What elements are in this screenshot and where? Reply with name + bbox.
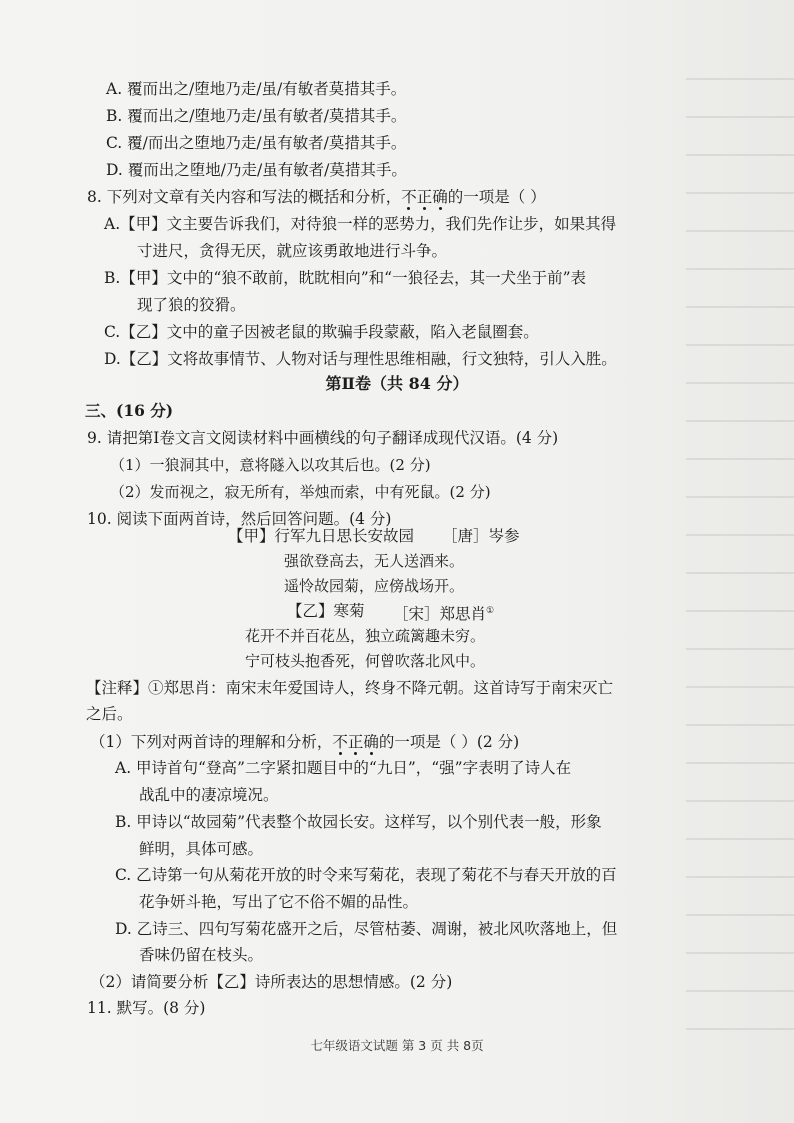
poem2-line-2: 宁可枝头抱香死，何曾吹落北风中。	[245, 652, 486, 670]
poem1-title: 【甲】行军九日思长安故园	[228, 527, 415, 545]
q11-stem: 11. 默写。(8 分)	[87, 999, 206, 1017]
poem2-author	[393, 600, 494, 625]
emphasis-char: 确	[363, 733, 379, 751]
q7-option-b: B. 覆而出之/堕地乃走/虽有敏者/莫措其手。	[106, 107, 407, 125]
poem2-line-1: 花开不并百花丛，独立疏篱趣未穷。	[245, 627, 486, 645]
q8-stem-text: 8. 下列对文章有关内容和写法的概括和分析，	[87, 188, 402, 206]
q8-option-c: C.【乙】文中的童子因被老鼠的欺骗手段蒙蔽，陷入老鼠圈套。	[104, 323, 539, 341]
emphasis-char: 正	[416, 188, 433, 206]
emphasis-char: 正	[347, 733, 364, 751]
q10-option-b-cont: 鲜明，具体可感。	[139, 840, 264, 858]
q7-option-d: D. 覆而出之堕地/乃走/虽有敏者/莫措其手。	[106, 161, 407, 179]
page-footer: 七年级语文试题 第 3 页 共 8页	[310, 1038, 484, 1053]
show-through-text	[686, 60, 794, 1060]
q10-sub-1	[90, 731, 519, 753]
q10-sub-2: （2）请简要分析【乙】诗所表达的思想情感。(2 分)	[90, 973, 453, 991]
annotation: 【注释】①郑思肖：南宋末年爱国诗人，终身不降元朝。这首诗写于南宋灭亡	[86, 679, 614, 697]
q10-option-a-cont: 战乱中的凄凉境况。	[139, 786, 279, 804]
poem2-author-text: ［宋］郑思肖	[393, 605, 487, 624]
q9-stem: 9. 请把第Ⅰ卷文言文阅读材料中画横线的句子翻译成现代汉语。(4 分)	[87, 429, 559, 447]
q8-option-b: B.【甲】文中的“狼不敢前，眈眈相向”和“一狼径去，其一犬坐于前”表	[104, 269, 587, 287]
q9-item-1: （1）一狼洞其中，意将隧入以攻其后也。(2 分)	[110, 456, 431, 474]
q8-option-d: D.【乙】文将故事情节、人物对话与理性思维相融，行文独特，引人入胜。	[104, 350, 617, 368]
section-heading: 三、(16 分)	[85, 401, 174, 420]
emphasis-char: 不	[401, 188, 417, 206]
q10-option-b: B. 甲诗以“故园菊”代表整个故园长安。这样写，以个别代表一般，形象	[115, 813, 602, 831]
emphasis-char: 不	[332, 733, 348, 751]
poem1-line-1: 强欲登高去，无人送酒来。	[284, 552, 465, 570]
volume-title: 第Ⅱ卷（共 84 分）	[325, 374, 469, 393]
footnote-mark: ①	[486, 606, 495, 616]
poem2-title: 【乙】寒菊	[287, 602, 365, 620]
q10-option-a: A. 甲诗首句“登高”二字紧扣题目中的“九日”，“强”字表明了诗人在	[115, 759, 572, 777]
q8-stem-tail: 的一项是（ ）	[447, 188, 546, 206]
poem1-author: ［唐］岑参	[442, 527, 520, 545]
q10-option-c-cont: 花争妍斗艳，写出了它不俗不媚的品性。	[139, 893, 419, 911]
q8-option-a-cont: 寸进尺，贪得无厌，就应该勇敢地进行斗争。	[137, 242, 448, 260]
q9-item-2: （2）发而视之，寂无所有，举烛而索，中有死鼠。(2 分)	[110, 483, 491, 501]
q10-option-c: C. 乙诗第一句从菊花开放的时令来写菊花，表现了菊花不与春天开放的百	[115, 866, 617, 884]
poem1-line-2: 遥怜故园菊，应傍战场开。	[284, 577, 465, 595]
q10-option-d-cont: 香味仍留在枝头。	[139, 946, 264, 964]
q8-option-a: A.【甲】文主要告诉我们，对待狼一样的恶势力，我们先作让步，如果其得	[104, 215, 617, 233]
annotation-cont: 之后。	[86, 705, 133, 723]
q10-option-d: D. 乙诗三、四句写菊花盛开之后，尽管枯萎、凋谢，被北风吹落地上，但	[115, 920, 618, 938]
q10-stem: 10. 阅读下面两首诗，然后回答问题。(4 分)	[87, 510, 392, 528]
q10-sub-1-text: （1）下列对两首诗的理解和分析，	[90, 733, 333, 751]
q8-option-b-cont: 现了狼的狡猾。	[137, 296, 246, 314]
q7-option-c: C. 覆/而出之堕地乃走/虽有敏者/莫措其手。	[106, 134, 407, 152]
q8-stem	[87, 186, 546, 208]
q10-sub-1-tail: 的一项是（ ）(2 分)	[378, 733, 520, 751]
emphasis-char: 确	[432, 188, 448, 206]
q7-option-a: A. 覆而出之/堕地乃走/虽/有敏者莫措其手。	[106, 80, 407, 98]
